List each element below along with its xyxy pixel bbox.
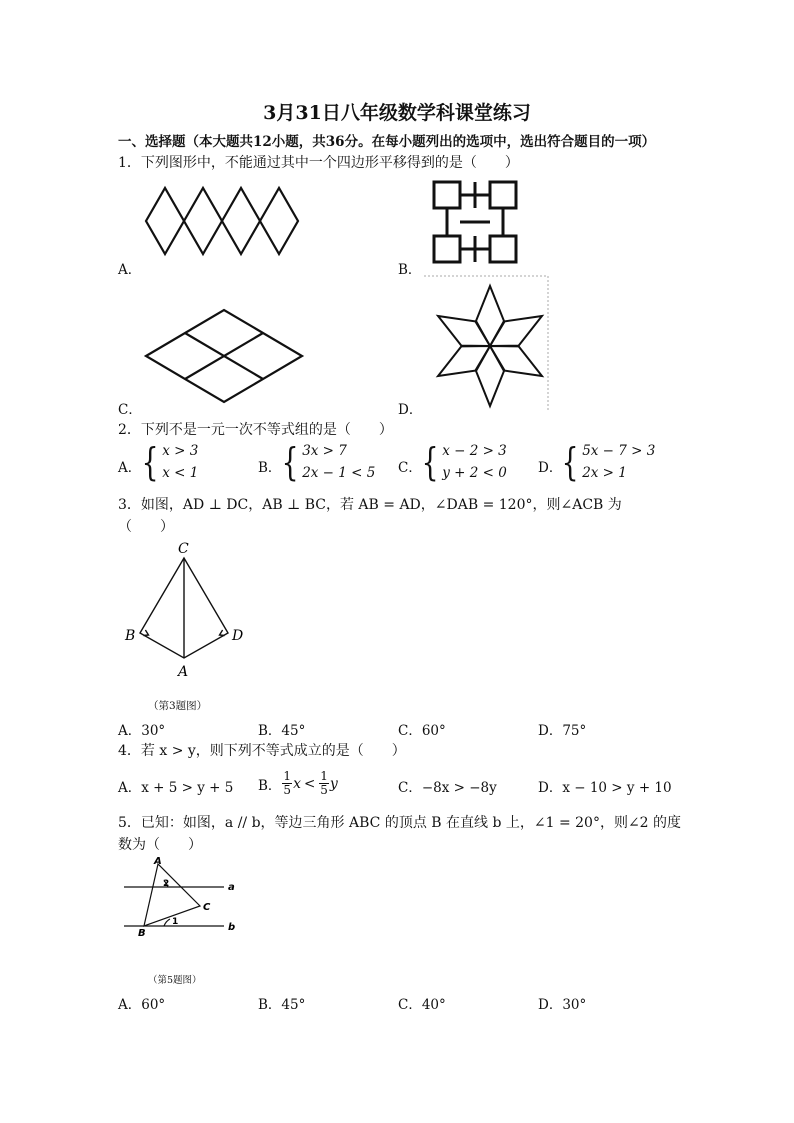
q1-option-b[interactable]: B． [398, 262, 422, 278]
q3-option-a[interactable]: A．30° [118, 723, 166, 739]
system-line: y + 2 < 0 [442, 465, 507, 481]
variable: x [293, 775, 301, 792]
variable: y [329, 775, 338, 792]
q4-stem: 4．若 x > y，则下列不等式成立的是（ ） [118, 743, 406, 759]
system-line: 5x − 7 > 3 [582, 443, 656, 459]
q2-option-d-label[interactable]: D． [538, 460, 563, 476]
q1-option-a[interactable]: A． [118, 262, 142, 278]
angle-label: 1 [172, 917, 179, 927]
system-line: x > 3 [162, 443, 199, 459]
q2-option-a-label[interactable]: A． [118, 460, 142, 476]
point-label: A [154, 856, 162, 867]
q5-option-b[interactable]: B．45° [258, 997, 306, 1013]
q4-option-c[interactable]: C．−8x > −8y [398, 780, 497, 796]
brace-icon: { [421, 440, 439, 484]
q3-figure [120, 538, 260, 682]
q2-stem: 2．下列不是一元一次不等式组的是（ ） [118, 422, 393, 438]
system-line: 3x > 7 [302, 443, 347, 459]
q5-figure [120, 854, 242, 940]
system-line: x − 2 > 3 [442, 443, 507, 459]
brace-icon: { [561, 440, 579, 484]
q5-option-d[interactable]: D．30° [538, 997, 587, 1013]
point-label: C [178, 541, 189, 557]
q1-stem: 1．下列图形中，不能通过其中一个四边形平移得到的是（ ） [118, 155, 519, 171]
point-label: A [178, 664, 189, 680]
system-line: x < 1 [162, 465, 199, 481]
operator: < [303, 775, 316, 792]
brace-icon: { [141, 440, 159, 484]
section-heading: 一、选择题（本大题共12小题，共36分。在每小题列出的选项中，选出符合题目的一项） [118, 134, 656, 150]
q4-option-d[interactable]: D．x − 10 > y + 10 [538, 780, 672, 796]
q4-option-b[interactable] [258, 770, 338, 797]
q2-option-c-label[interactable]: C． [398, 460, 422, 476]
q1-option-c[interactable]: C． [118, 402, 142, 418]
q1-figure-b [432, 180, 522, 266]
q3-option-c[interactable]: C．60° [398, 723, 446, 739]
line-label: b [228, 922, 236, 933]
point-label: B [138, 928, 146, 939]
q5-caption: （第5题图） [148, 975, 202, 986]
q2-option-c-system [418, 440, 507, 484]
page-title: 3月31日八年级数学科课堂练习 [263, 102, 531, 124]
q4-option-a[interactable]: A．x + 5 > y + 5 [118, 780, 234, 796]
line-label: a [228, 882, 235, 893]
system-line: 2x > 1 [582, 465, 627, 481]
q1-figure-a [146, 188, 306, 254]
fraction: $\frac{1}{5}$ [320, 769, 328, 797]
q2-option-b-label[interactable]: B． [258, 460, 282, 476]
point-label: C [203, 902, 211, 913]
system-line: 2x − 1 < 5 [302, 465, 376, 481]
q3-stem-line2: （ ） [118, 519, 174, 535]
q2-option-b-system [278, 440, 375, 484]
q5-stem-line1: 5．已知：如图，a // b，等边三角形 ABC 的顶点 B 在直线 b 上，∠1 = 20°，则∠2 的度 [118, 815, 682, 831]
q3-option-b[interactable]: B．45° [258, 723, 306, 739]
option-label: B． [258, 777, 282, 794]
q2-option-a-system [138, 440, 198, 484]
q3-stem-line1: 3．如图，AD ⊥ DC，AB ⊥ BC，若 AB = AD，∠DAB = 120°，则∠ACB 为 [118, 497, 622, 513]
q3-caption: （第3题图） [148, 700, 208, 712]
q5-option-a[interactable]: A．60° [118, 997, 166, 1013]
q1-figure-c [146, 310, 306, 402]
fraction: $\frac{1}{5}$ [283, 769, 292, 797]
q1-option-d[interactable]: D． [398, 402, 423, 418]
point-label: D [232, 628, 244, 644]
angle-label: 2 [163, 879, 170, 889]
q3-option-d[interactable]: D．75° [538, 723, 587, 739]
point-label: B [125, 628, 136, 644]
q2-option-d-system [558, 440, 655, 484]
q5-stem-line2: 数为（ ） [118, 837, 202, 853]
q1-figure-d [424, 276, 550, 412]
brace-icon: { [281, 440, 299, 484]
q5-option-c[interactable]: C．40° [398, 997, 446, 1013]
